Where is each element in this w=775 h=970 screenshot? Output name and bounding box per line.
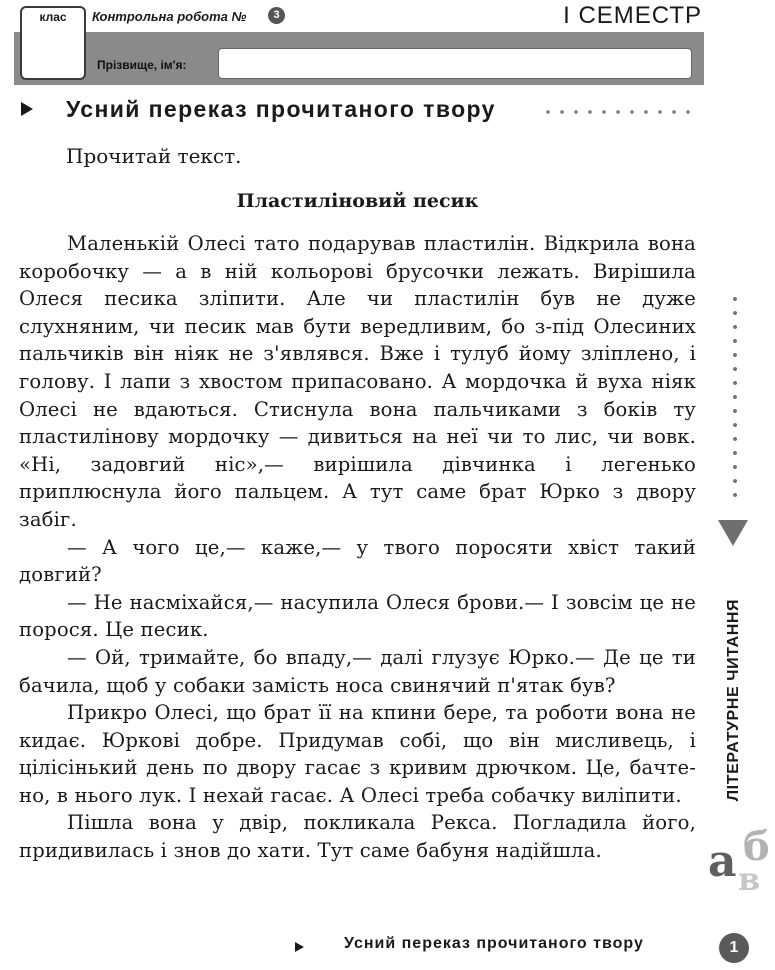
section-heading: Усний переказ прочитаного твору — [66, 96, 496, 122]
footer-section-title: Усний переказ прочитаного твору — [344, 935, 644, 952]
name-input[interactable] — [218, 48, 692, 79]
story-text — [19, 230, 696, 865]
semester-label: І СЕМЕСТР — [563, 2, 702, 29]
logo-letter-b: б — [743, 823, 770, 870]
story-paragraph: Маленькій Олесі тато подарував пластилін. Відкрила вона коробочку — а в ній кольорові брусочки лежать. Вирішила Олеся песика зліпити. Але чи пластилін був не дуже слухняним, чи песик мав бути вередливим, бо з-під Олесиних пальчиків він ніяк не з'являвся. Вже і тулуб йому зліплено, і голову. І лапи з хвостом припасовано. А мордочка й вуха ніяк Олесі не вдаються. Стиснула вона пальчиками з боків ту пластилінову мордочку — дивиться на неї чи то лис, чи вовк. «Ні, задовгий ніс»,— вирішила дівчинка і легенько приплюснула його пальцем. А тут саме брат Юрко з двору забіг. — [19, 232, 696, 531]
story-paragraph: — Ой, тримайте, бо впаду,— далі глузує Юрко.— Де це ти бачила, щоб у собаки замість носа свинячий п'ятак був? — [19, 645, 696, 697]
triangle-down-icon — [718, 520, 748, 546]
test-title: Контрольна робота № — [92, 9, 247, 24]
subject-label-text: ЛІТЕРАТУРНЕ ЧИТАННЯ — [725, 598, 742, 802]
page-number: 1 — [719, 933, 749, 963]
class-field[interactable] — [20, 6, 86, 80]
story-paragraph: Прикро Олесі, що брат її на кпини бере, та роботи вона не кидає. Юркові добре. Придумав собі, що він мисливець, і цілісінький день по двору гасає з кривим дрючком. Це, бачте-но, в нього лук. І нехай гасає. А Олесі треба собачку виліпити. — [19, 701, 696, 807]
story-title: Пластиліновий песик — [236, 190, 479, 212]
story-paragraph: — А чого це,— каже,— у твого поросяти хвіст такий довгий? — [19, 535, 696, 587]
logo-letter-a: а — [708, 836, 737, 887]
class-label: клас — [39, 10, 67, 24]
story-paragraph: Пішла вона у двір, покликала Рекса. Погладила його, придивилась і знов до хати. Тут саме бабуня надійшла. — [19, 811, 696, 863]
triangle-right-icon — [21, 102, 33, 116]
dotted-divider — [541, 110, 699, 114]
story-paragraph: — Не насміхайся,— насупила Олеся брови.— І зовсім це не порося. Це песик. — [19, 590, 696, 642]
logo-letter-v: в — [738, 860, 761, 898]
footer-triangle-icon — [295, 942, 304, 952]
vertical-dotted-divider — [732, 292, 738, 504]
name-label: Прізвище, ім'я: — [97, 58, 187, 72]
test-number-badge: 3 — [268, 7, 285, 24]
instruction-text: Прочитай текст. — [66, 144, 242, 168]
